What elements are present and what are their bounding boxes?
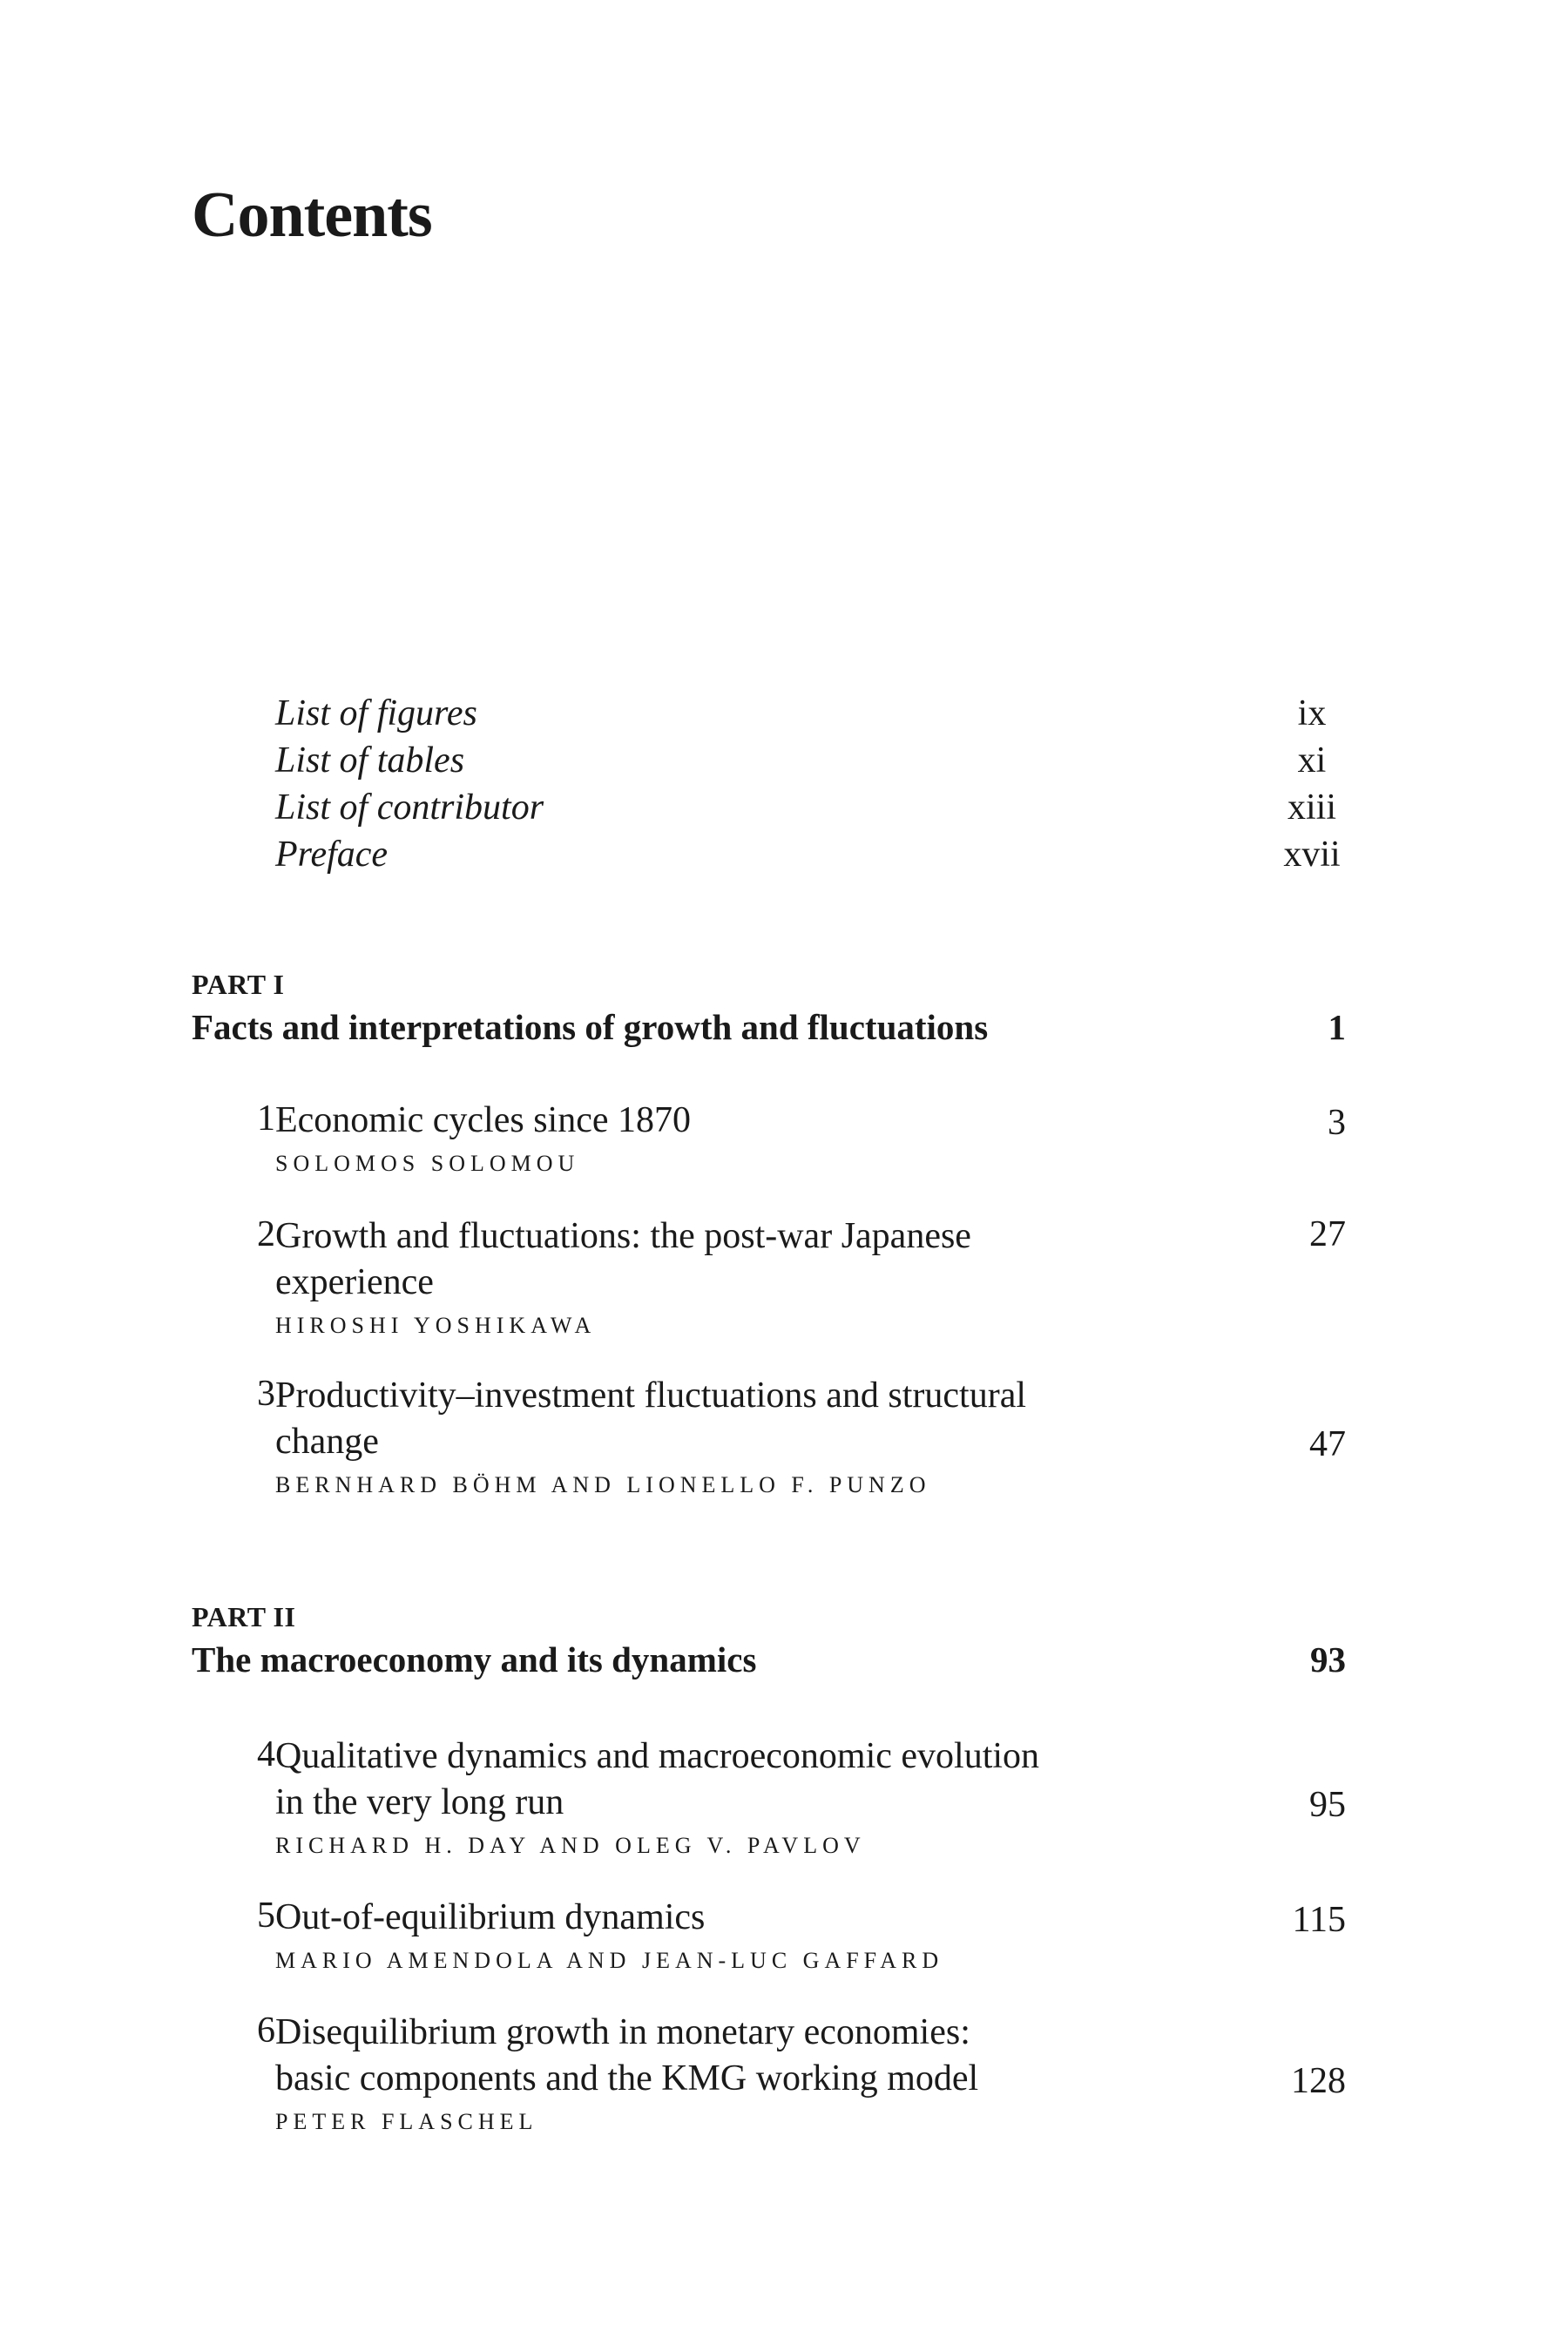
page-title: Contents bbox=[192, 179, 432, 251]
toc-entry-page: xi bbox=[1297, 740, 1327, 781]
chapter-title: Qualitative dynamics and macroeconomic evolution bbox=[275, 1736, 1040, 1776]
part-label: PART I bbox=[192, 969, 285, 1000]
chapter-author: BERNHARD BÖHM AND LIONELLO F. PUNZO bbox=[275, 1472, 931, 1497]
chapter-number: 2 bbox=[257, 1214, 275, 1254]
chapter-author: PETER FLASCHEL bbox=[275, 2109, 538, 2134]
part-entry[interactable] bbox=[192, 1639, 1346, 1680]
chapter-entry[interactable] bbox=[192, 1098, 1346, 1177]
chapter-number: 6 bbox=[257, 2011, 275, 2051]
chapter-entry[interactable] bbox=[192, 1895, 1346, 1974]
toc-entry[interactable] bbox=[275, 740, 1373, 787]
chapter-title: Disequilibrium growth in monetary economies: bbox=[275, 2012, 970, 2052]
part-title: The macroeconomy and its dynamics bbox=[192, 1639, 757, 1680]
chapter-page: 115 bbox=[1292, 1900, 1346, 1940]
chapter-title: Productivity–investment fluctuations and structural bbox=[275, 1375, 1027, 1416]
toc-entry[interactable] bbox=[275, 834, 1373, 881]
chapter-number: 1 bbox=[257, 1098, 275, 1139]
chapter-title: change bbox=[275, 1422, 379, 1462]
toc-entry[interactable] bbox=[275, 693, 1373, 740]
chapter-page: 27 bbox=[1309, 1214, 1346, 1254]
chapter-title: Economic cycles since 1870 bbox=[275, 1100, 692, 1140]
chapter-title: experience bbox=[275, 1262, 434, 1302]
toc-entry-page: ix bbox=[1297, 693, 1327, 733]
part-entry[interactable] bbox=[192, 1006, 1346, 1048]
chapter-title: Out-of-equilibrium dynamics bbox=[275, 1897, 706, 1937]
toc-entry-title: List of tables bbox=[275, 740, 465, 781]
part-heading bbox=[192, 969, 1346, 1048]
toc-entry-page: xiii bbox=[1287, 787, 1336, 828]
chapter-title: Growth and fluctuations: the post-war Japanese bbox=[275, 1216, 971, 1256]
chapter-entry[interactable] bbox=[192, 1213, 1346, 1339]
chapter-author: HIROSHI YOSHIKAWA bbox=[275, 1313, 597, 1338]
chapter-page: 95 bbox=[1309, 1785, 1346, 1825]
toc-entry-page: xvii bbox=[1283, 835, 1341, 875]
chapter-page: 3 bbox=[1328, 1103, 1346, 1143]
part-page: 93 bbox=[1310, 1639, 1346, 1680]
front-matter-list bbox=[275, 693, 1373, 881]
toc-entry-title: List of contributor bbox=[275, 787, 544, 828]
chapter-author: MARIO AMENDOLA AND JEAN-LUC GAFFARD bbox=[275, 1948, 944, 1973]
toc-entry-title: List of figures bbox=[275, 693, 477, 733]
part-label: PART II bbox=[192, 1601, 296, 1632]
chapter-number: 4 bbox=[257, 1734, 275, 1774]
chapter-entry[interactable] bbox=[192, 1373, 1346, 1498]
chapter-title: basic components and the KMG working model bbox=[275, 2058, 979, 2099]
chapter-author: RICHARD H. DAY AND OLEG V. PAVLOV bbox=[275, 1833, 866, 1858]
part-page: 1 bbox=[1328, 1007, 1346, 1047]
part-heading bbox=[192, 1601, 1346, 1680]
chapter-entry[interactable] bbox=[192, 2010, 1346, 2135]
chapter-page: 47 bbox=[1309, 1424, 1346, 1464]
chapter-page: 128 bbox=[1291, 2061, 1346, 2101]
part-title: Facts and interpretations of growth and fluctuations bbox=[192, 1007, 989, 1047]
toc-entry-title: Preface bbox=[275, 835, 389, 875]
chapter-title: in the very long run bbox=[275, 1782, 564, 1822]
chapter-entry[interactable] bbox=[192, 1734, 1346, 1859]
toc-entry[interactable] bbox=[275, 787, 1373, 834]
chapter-number: 5 bbox=[257, 1896, 275, 1936]
chapter-number: 3 bbox=[257, 1374, 275, 1414]
chapter-author: SOLOMOS SOLOMOU bbox=[275, 1151, 580, 1176]
